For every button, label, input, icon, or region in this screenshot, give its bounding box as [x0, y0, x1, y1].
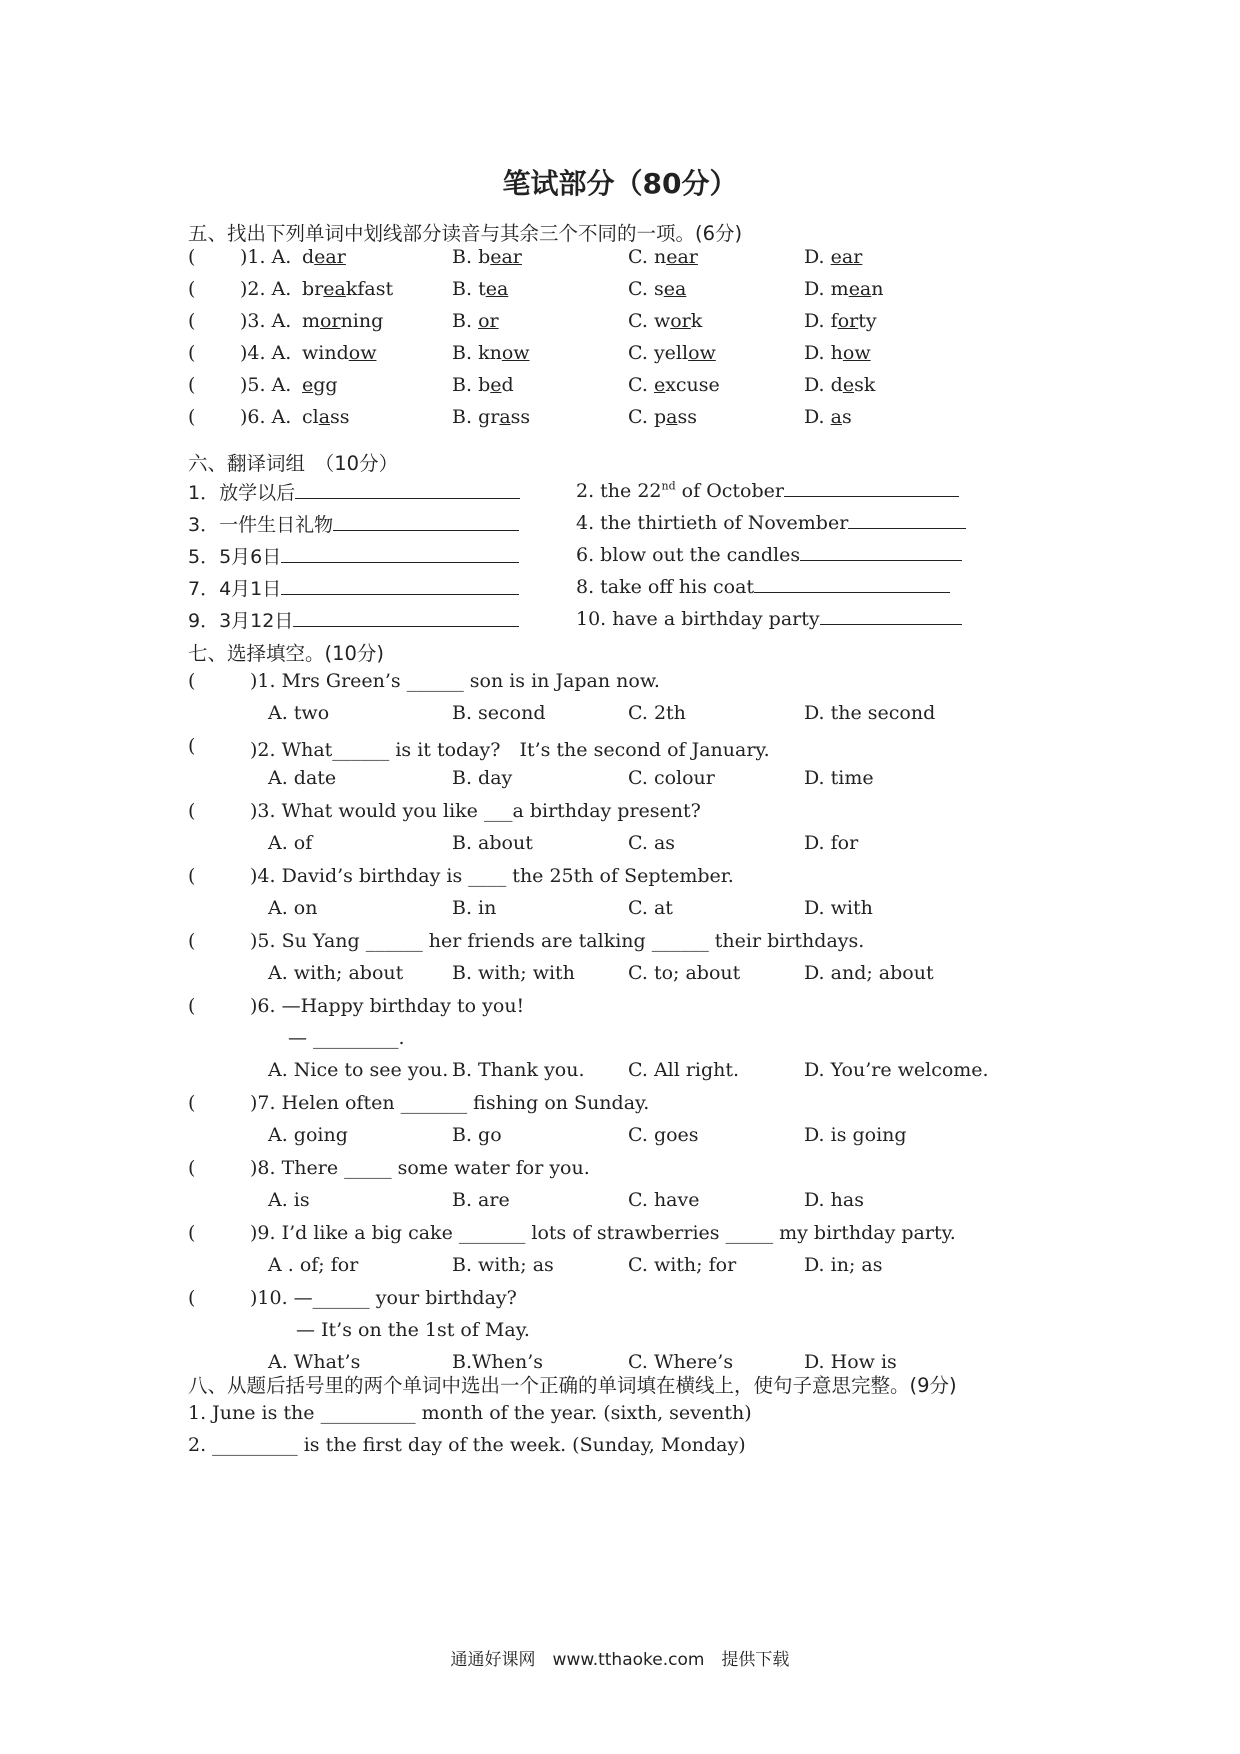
translate-item-zh — [188, 510, 519, 537]
option-c — [628, 246, 698, 268]
option-a — [302, 310, 383, 332]
option-d: D. How is — [804, 1351, 897, 1373]
answer-paren[interactable]: ( — [188, 406, 196, 428]
question-stem: )5. Su Yang ______ her friends are talking ______ their birthdays. — [250, 930, 865, 952]
option-a — [302, 278, 393, 300]
word-part: ss — [510, 406, 531, 428]
option-b — [452, 246, 522, 268]
section-8-heading: 八、从题后括号里的两个单词中选出一个正确的单词填在横线上，使句子意思完整。(9分) — [188, 1374, 957, 1397]
underlined-letters: or — [670, 310, 691, 332]
option-d: D. time — [804, 767, 874, 789]
answer-paren[interactable]: ( — [188, 1092, 196, 1114]
prompt-text: 1．放学以后 — [188, 482, 296, 504]
option-c: C. All right. — [628, 1059, 740, 1081]
underlined-letters: e — [302, 374, 314, 396]
option-a: A. date — [268, 767, 337, 789]
option-c — [628, 278, 686, 300]
translate-item-zh — [188, 574, 519, 601]
option-b: B.When’s — [452, 1351, 544, 1373]
option-letter: D. — [804, 246, 825, 268]
section-5-heading: 五、找出下列单词中划线部分读音与其余三个不同的一项。(6分) — [188, 222, 743, 245]
option-a: A. of — [268, 832, 313, 854]
question-stem: )2. What______ is it today? It’s the second of January. — [250, 739, 770, 761]
answer-paren[interactable]: ( — [188, 310, 196, 332]
options-row — [188, 1254, 988, 1282]
prompt-text: 3．一件生日礼物 — [188, 514, 334, 536]
option-a: A. What’s — [268, 1351, 361, 1373]
underlined-letters: a — [666, 406, 678, 428]
option-c: C. with; for — [628, 1254, 737, 1276]
option-b: B. Thank you. — [452, 1059, 585, 1081]
answer-blank[interactable] — [800, 542, 962, 561]
underlined-letters: a — [830, 406, 842, 428]
answer-paren[interactable]: ( — [188, 670, 196, 692]
options-row — [188, 962, 988, 990]
question-stem: )10. —______ your birthday? — [250, 1287, 517, 1309]
word-part: ss — [677, 406, 697, 428]
options-row — [188, 897, 988, 925]
option-b: B. with; as — [452, 1254, 554, 1276]
option-letter: D. — [804, 406, 825, 428]
option-letter: B. — [452, 374, 473, 396]
option-d: D. the second — [804, 702, 936, 724]
option-letter: C. — [628, 278, 648, 300]
word-part: n — [871, 278, 884, 300]
option-a: A. going — [268, 1124, 348, 1146]
prompt-text: 7．4月1日 — [188, 578, 282, 600]
word-part: ss — [330, 406, 350, 428]
underlined-letters: ear — [666, 246, 698, 268]
word-part: ning — [340, 310, 384, 332]
option-letter: B. — [452, 342, 473, 364]
answer-blank[interactable] — [295, 480, 520, 499]
option-b: B. about — [452, 832, 533, 854]
question-stem: )7. Helen often _______ fishing on Sunday. — [250, 1092, 650, 1114]
word-part: d — [501, 374, 514, 396]
option-letter: B. — [452, 246, 473, 268]
option-d: D. with — [804, 897, 873, 919]
option-letter: D. — [804, 374, 825, 396]
underlined-letters: or — [320, 310, 341, 332]
word-part: t — [478, 278, 486, 300]
option-a — [302, 406, 350, 428]
option-b — [452, 374, 514, 396]
underlined-letters: ea — [848, 278, 872, 300]
word-part: gr — [478, 406, 500, 428]
word-part: br — [302, 278, 324, 300]
options-row — [188, 1059, 988, 1087]
option-letter: B. — [452, 310, 473, 332]
word-part: d — [830, 374, 843, 396]
option-letter: D. — [804, 278, 825, 300]
word-part: xcuse — [665, 374, 720, 396]
translate-item-en — [576, 574, 950, 598]
answer-blank[interactable] — [754, 574, 950, 593]
option-d — [804, 278, 884, 300]
option-c — [628, 374, 720, 396]
question-stem: )1. Mrs Green’s ______ son is in Japan now. — [250, 670, 660, 692]
underlined-letters: a — [499, 406, 511, 428]
question-stem: )6. —Happy birthday to you! — [250, 995, 525, 1017]
underlined-letters: e — [653, 374, 666, 396]
question-number: )1. A. — [240, 246, 292, 268]
option-c: C. Where’s — [628, 1351, 734, 1373]
underlined-letters: ear — [490, 246, 522, 268]
word-part: s — [653, 278, 664, 300]
option-d — [804, 310, 877, 332]
word-part: k — [690, 310, 703, 332]
question-stem: )8. There _____ some water for you. — [250, 1157, 590, 1179]
option-a: A. is — [268, 1189, 310, 1211]
word-part: gg — [313, 374, 338, 396]
option-letter: C. — [628, 342, 648, 364]
option-letter: C. — [628, 310, 648, 332]
answer-paren[interactable]: ( — [188, 865, 196, 887]
word-part: kn — [478, 342, 502, 364]
section-6-row — [188, 574, 988, 602]
answer-blank[interactable] — [293, 608, 519, 627]
answer-paren[interactable]: ( — [188, 800, 196, 822]
option-c — [628, 342, 716, 364]
options-row — [188, 832, 988, 860]
option-c: C. as — [628, 832, 676, 854]
answer-paren[interactable]: ( — [188, 278, 196, 300]
answer-paren[interactable]: ( — [188, 1222, 196, 1244]
option-c: C. to; about — [628, 962, 741, 984]
answer-paren[interactable]: ( — [188, 1157, 196, 1179]
option-c: C. have — [628, 1189, 700, 1211]
option-a: A. with; about — [268, 962, 404, 984]
section-6-row — [188, 542, 988, 570]
section-8-item-1: 1. June is the __________ month of the year. (sixth, seventh) — [188, 1402, 752, 1424]
option-letter: D. — [804, 342, 825, 364]
option-d — [804, 342, 871, 364]
section-7-heading: 七、选择填空。(10分) — [188, 642, 385, 665]
word-part: ty — [858, 310, 877, 332]
word-part: p — [653, 406, 667, 428]
prompt-text: 9．3月12日 — [188, 610, 294, 632]
answer-blank[interactable] — [333, 512, 519, 531]
option-letter: C. — [628, 374, 648, 396]
underlined-letters: e — [490, 374, 502, 396]
answer-paren[interactable]: ( — [188, 342, 196, 364]
options-row — [188, 1189, 988, 1217]
translate-item-en — [576, 606, 962, 630]
question-number: )3. A. — [240, 310, 292, 332]
option-letter: C. — [628, 406, 648, 428]
options-row — [188, 767, 988, 795]
answer-paren[interactable]: ( — [188, 374, 196, 396]
option-d — [804, 406, 852, 428]
underlined-letters: e — [842, 374, 855, 396]
question-stem: )9. I’d like a big cake _______ lots of strawberries _____ my birthday party. — [250, 1222, 956, 1244]
option-b: B. second — [452, 702, 546, 724]
translate-item-en — [576, 478, 959, 502]
answer-blank[interactable] — [820, 606, 962, 625]
question-stem: )4. David’s birthday is ____ the 25th of September. — [250, 865, 734, 887]
underlined-letters: ea — [663, 278, 687, 300]
option-letter: D. — [804, 310, 825, 332]
underlined-letters: ow — [688, 342, 716, 364]
option-b — [452, 342, 530, 364]
option-b — [452, 406, 530, 428]
option-c: C. at — [628, 897, 673, 919]
word-part: sk — [854, 374, 876, 396]
underlined-letters: ear — [314, 246, 346, 268]
option-c — [628, 310, 702, 332]
answer-blank[interactable] — [281, 576, 519, 595]
prompt-text: 6. blow out the candles — [576, 544, 801, 566]
option-a: A. two — [268, 702, 330, 724]
dialog-reply-line: — It’s on the 1st of May. — [296, 1319, 530, 1341]
option-b — [452, 278, 508, 300]
answer-paren[interactable]: ( — [188, 1287, 196, 1309]
option-d — [804, 374, 875, 396]
word-part: h — [830, 342, 843, 364]
underlined-letters: or — [837, 310, 859, 332]
option-a — [302, 246, 346, 268]
option-c: C. colour — [628, 767, 715, 789]
option-d: D. has — [804, 1189, 864, 1211]
prompt-text: 10. have a birthday party — [576, 608, 820, 630]
underlined-letters: ear — [830, 246, 863, 268]
page-title: 笔试部分（80分） — [502, 167, 738, 200]
word-part: f — [830, 310, 838, 332]
options-row — [188, 702, 988, 730]
prompt-text: 5．5月6日 — [188, 546, 282, 568]
underlined-letters: ow — [348, 342, 377, 364]
option-letter: B. — [452, 406, 473, 428]
option-a: A . of; for — [268, 1254, 359, 1276]
option-d: D. in; as — [804, 1254, 883, 1276]
answer-paren[interactable]: ( — [188, 930, 196, 952]
word-part: b — [478, 374, 491, 396]
section-6-heading: 六、翻译词组 （10分） — [188, 452, 399, 475]
underlined-letters: ea — [485, 278, 509, 300]
section-6-row — [188, 510, 988, 538]
answer-paren[interactable]: ( — [188, 246, 196, 268]
option-a: A. Nice to see you. — [268, 1059, 449, 1081]
word-part: s — [841, 406, 852, 428]
word-part: yell — [653, 342, 689, 364]
word-part: kfast — [345, 278, 394, 300]
option-c: C. 2th — [628, 702, 686, 724]
section-8-item-2: 2. _________ is the first day of the week. (Sunday, Monday) — [188, 1434, 746, 1456]
answer-blank[interactable] — [848, 510, 966, 529]
word-part: w — [653, 310, 671, 332]
option-a: A. on — [268, 897, 318, 919]
translate-item-en — [576, 542, 962, 566]
option-d: D. and; about — [804, 962, 934, 984]
prompt-text: 2. the 22 — [576, 480, 662, 502]
underlined-letters: ea — [323, 278, 346, 300]
options-row — [188, 1124, 988, 1152]
word-part: n — [653, 246, 667, 268]
prompt-text: 4. the thirtieth of November — [576, 512, 849, 534]
option-b: B. in — [452, 897, 497, 919]
option-letter: C. — [628, 246, 648, 268]
translate-item-zh — [188, 606, 519, 633]
prompt-text-tail: of October — [675, 480, 784, 502]
option-b: B. are — [452, 1189, 510, 1211]
ordinal-suffix: nd — [661, 479, 676, 493]
word-part: d — [302, 246, 315, 268]
answer-paren[interactable]: ( — [188, 735, 196, 757]
prompt-text: 8. take off his coat — [576, 576, 755, 598]
translate-item-zh — [188, 478, 520, 505]
section-6-row — [188, 606, 988, 634]
answer-blank[interactable] — [281, 544, 519, 563]
section-6-row — [188, 478, 988, 506]
option-c: C. goes — [628, 1124, 699, 1146]
underlined-letters: ow — [842, 342, 871, 364]
underlined-letters: or — [478, 310, 499, 332]
option-letter: B. — [452, 278, 473, 300]
question-number: )2. A. — [240, 278, 292, 300]
word-part: cl — [302, 406, 319, 428]
question-number: )6. A. — [240, 406, 292, 428]
translate-item-en — [576, 510, 966, 534]
answer-blank[interactable] — [784, 478, 959, 497]
option-b: B. with; with — [452, 962, 575, 984]
option-a — [302, 342, 376, 364]
translate-item-zh — [188, 542, 519, 569]
word-part: m — [830, 278, 849, 300]
question-number: )4. A. — [240, 342, 292, 364]
answer-paren[interactable]: ( — [188, 995, 196, 1017]
dialog-reply-line: — _________. — [288, 1027, 405, 1049]
word-part: b — [478, 246, 491, 268]
question-number: )5. A. — [240, 374, 292, 396]
option-b: B. day — [452, 767, 513, 789]
option-d: D. for — [804, 832, 859, 854]
option-a — [302, 374, 338, 396]
underlined-letters: a — [318, 406, 331, 428]
option-d: D. is going — [804, 1124, 907, 1146]
footer-credit: 通通好课网 www.tthaoke.com 提供下载 — [450, 1650, 790, 1670]
option-d: D. You’re welcome. — [804, 1059, 989, 1081]
word-part: m — [302, 310, 321, 332]
option-c — [628, 406, 697, 428]
option-d — [804, 246, 862, 268]
word-part: wind — [302, 342, 349, 364]
option-b: B. go — [452, 1124, 502, 1146]
option-b — [452, 310, 499, 332]
underlined-letters: ow — [501, 342, 530, 364]
question-stem: )3. What would you like ___a birthday present? — [250, 800, 701, 822]
